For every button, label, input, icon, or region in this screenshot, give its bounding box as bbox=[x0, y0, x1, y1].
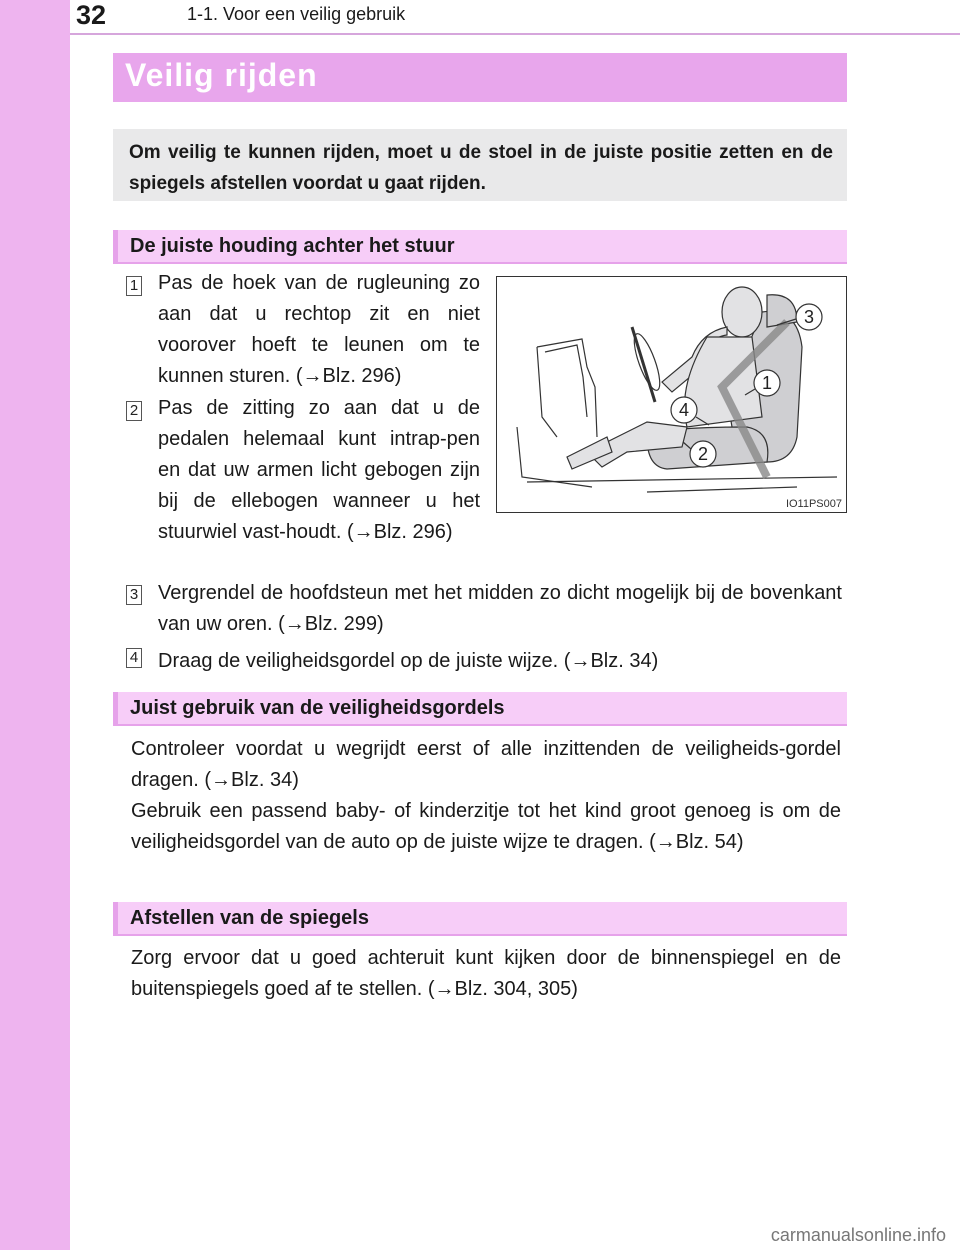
callout-2: 2 bbox=[697, 444, 709, 464]
seatbelt-paragraph: Controleer voordat u wegrijdt eerst of alle inzittenden de veiligheids-gordel dragen. (→Blz. 34) bbox=[131, 738, 841, 791]
item-text: Vergrendel de hoofdsteun met het midden zo dicht mogelijk bij de bovenkant van uw oren. (→Blz. 299) bbox=[158, 582, 842, 635]
watermark-logo: carmanualsonline.info bbox=[770, 1225, 946, 1245]
item-number-badge: 2 bbox=[126, 401, 142, 421]
item-number-badge: 1 bbox=[126, 276, 142, 296]
side-tab-strip bbox=[0, 0, 70, 1250]
seatbelt-paragraph: Gebruik een passend baby- of kinderzitje tot het kind groot genoeg is om de veiligheidsgordel van de auto op de juiste wijze te dragen. (→Blz. 54) bbox=[131, 800, 841, 853]
subheading-seatbelts: Juist gebruik van de veiligheidsgordels bbox=[113, 692, 847, 726]
callout-3: 3 bbox=[803, 307, 815, 327]
figure-code: IO11PS007 bbox=[785, 498, 842, 510]
item-text: Pas de hoek van de rugleuning zo aan dat u rechtop zit en niet voorover hoeft te leunen om te kunnen sturen. (→Blz. 296) bbox=[158, 272, 480, 387]
chapter-title: 1-1. Voor een veilig gebruik bbox=[187, 4, 406, 24]
driving-position-illustration bbox=[496, 276, 847, 513]
item-text: Pas de zitting zo aan dat u de pedalen helemaal kunt intrap-pen en dat uw armen licht gebogen zijn bij de ellebogen wanneer u het stuurwiel vast-houdt. (→Blz. 296) bbox=[158, 397, 480, 543]
intro-text: Om veilig te kunnen rijden, moet u de stoel in de juiste positie zetten en de spiegels afstellen voordat u gaat rijden. bbox=[129, 142, 833, 194]
callout-4: 4 bbox=[678, 400, 690, 420]
mirrors-paragraph: Zorg ervoor dat u goed achteruit kunt kijken door de binnenspiegel en de buitenspiegels goed af te stellen. (→Blz. 304, 305) bbox=[131, 947, 841, 1000]
header-divider bbox=[70, 33, 960, 35]
callout-1: 1 bbox=[761, 373, 773, 393]
section-title: Veilig rijden bbox=[113, 53, 847, 102]
page-number: 32 bbox=[76, 0, 107, 30]
driver-seat-drawing bbox=[497, 277, 845, 511]
subheading-mirrors: Afstellen van de spiegels bbox=[113, 902, 847, 936]
item-number-badge: 4 bbox=[126, 648, 142, 668]
subheading-driving-position: De juiste houding achter het stuur bbox=[113, 230, 847, 264]
intro-box bbox=[113, 129, 847, 201]
item-text: Draag de veiligheidsgordel op de juiste wijze. (→Blz. 34) bbox=[158, 650, 659, 672]
item-number-badge: 3 bbox=[126, 585, 142, 605]
